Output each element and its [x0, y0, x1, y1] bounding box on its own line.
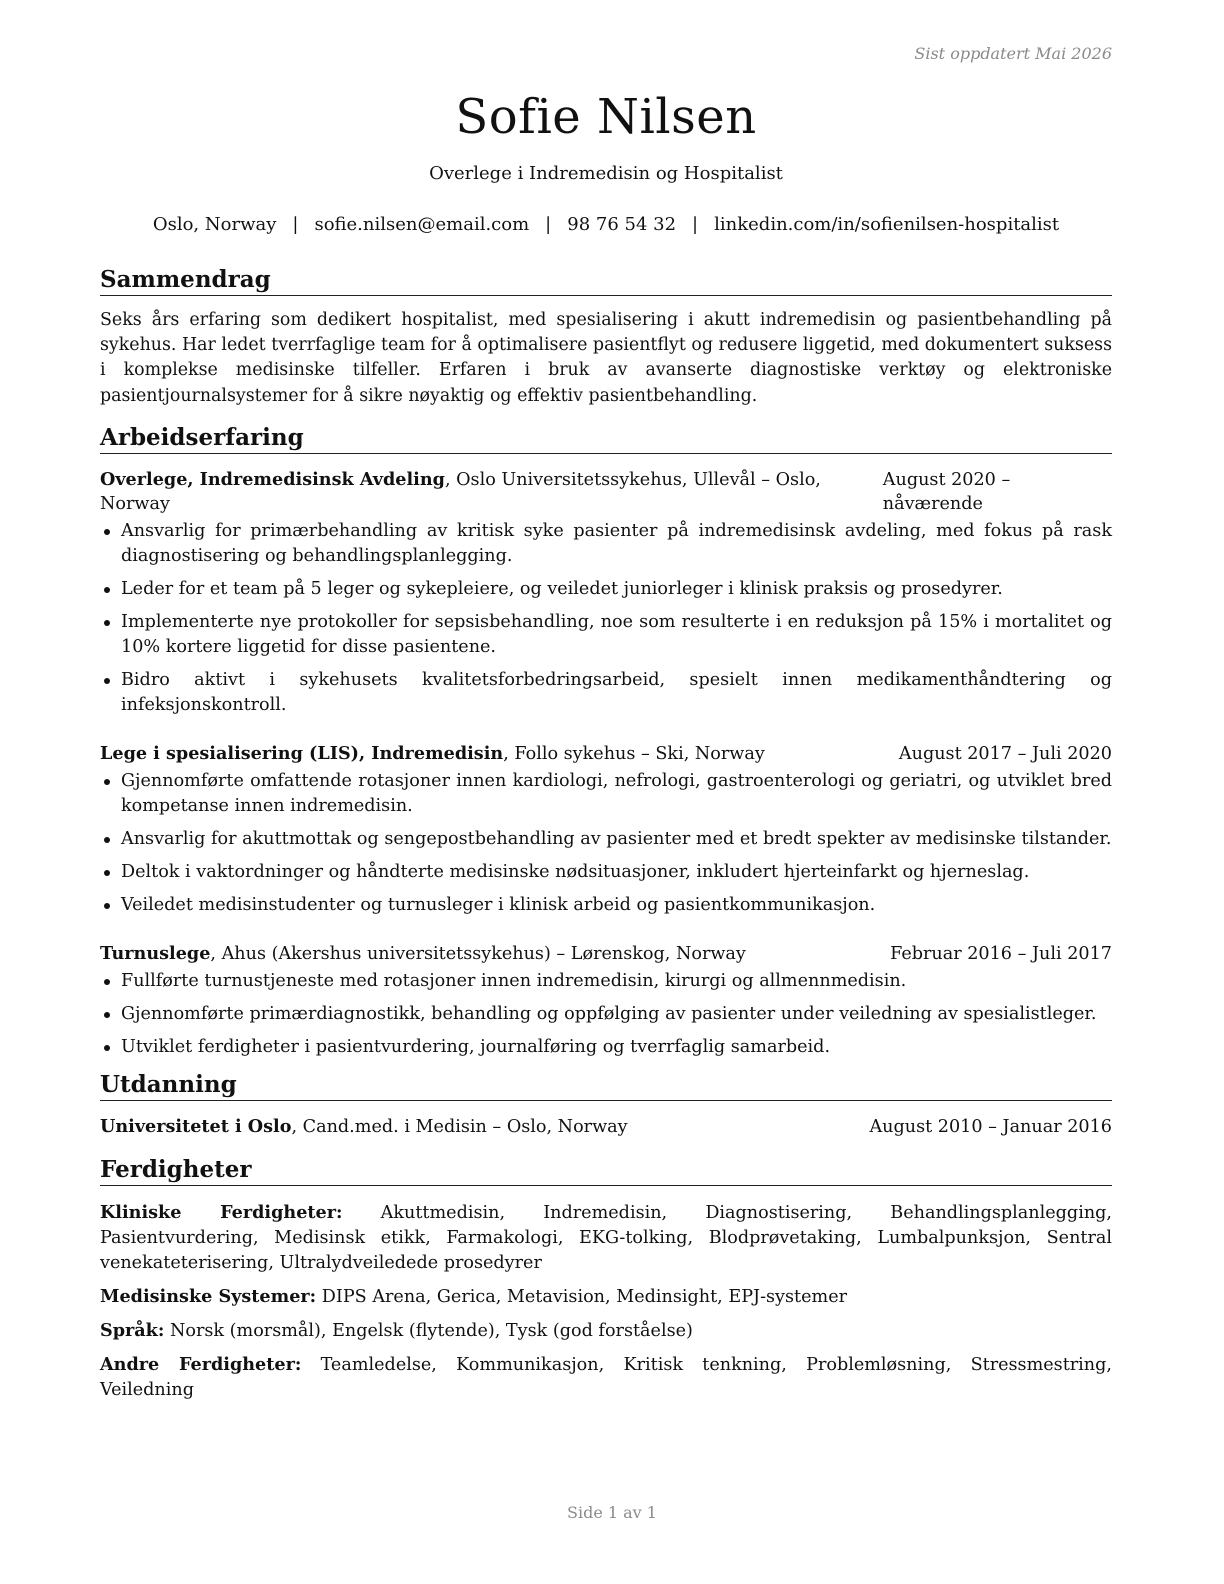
- job-dates: August 2020 – nåværende: [882, 469, 1011, 514]
- job-bullet: Ansvarlig for akuttmottak og sengepostbehandling av pasienter med et bredt spekter av medisinske tilstander.: [100, 827, 1112, 852]
- contact-separator: |: [545, 214, 552, 235]
- contact-email[interactable]: sofie.nilsen@email.com: [314, 214, 530, 235]
- skill-label: Kliniske Ferdigheter:: [100, 1201, 343, 1223]
- candidate-title: Overlege i Indremedisin og Hospitalist: [429, 163, 783, 184]
- skill-value: DIPS Arena, Gerica, Metavision, Medinsight, EPJ-systemer: [316, 1286, 848, 1307]
- summary-text: Seks års erfaring som dedikert hospitalist, med spesialisering i akutt indremedisin og pasientbehandling på sykehus. Har ledet tverrfaglige team for å optimalisere pasientflyt og redusere liggetid, med dokumentert suksess i komplekse medisinske tilfeller. Erfaren i bruk av avanserte diagnostiske verktøy og elektroniske pasientjournalsystemer for å sikre nøyaktig og effektiv pasientbehandling.: [100, 310, 1112, 406]
- contact-separator: |: [692, 214, 699, 235]
- education-entry: [100, 1115, 1112, 1139]
- job-employer: , Ahus (Akershus universitetssykehus) – Lørenskog, Norway: [210, 943, 746, 964]
- contact-line: [100, 213, 1112, 237]
- skill-label: Medisinske Systemer:: [100, 1285, 317, 1307]
- education-institution-line: [100, 1115, 628, 1139]
- job-role: Turnuslege: [100, 942, 211, 964]
- contact-phone: 98 76 54 32: [567, 214, 677, 235]
- page-number: Side 1 av 1: [567, 1503, 657, 1522]
- education-dates: August 2010 – Januar 2016: [869, 1116, 1112, 1137]
- skill-row-languages: [100, 1318, 1112, 1344]
- job-bullets: [100, 519, 1112, 718]
- experience-section: [100, 423, 1112, 1060]
- skill-label: Andre Ferdigheter:: [100, 1353, 302, 1375]
- skill-row-other: [100, 1352, 1112, 1403]
- section-heading-summary: Sammendrag: [100, 265, 1112, 296]
- job-position: [100, 468, 883, 516]
- job-role: Lege i spesialisering (LIS), Indremedisin: [100, 742, 504, 764]
- job-bullets: [100, 969, 1112, 1060]
- job-header: [100, 942, 1112, 966]
- contact-separator: |: [292, 214, 299, 235]
- job-bullet: Implementerte nye protokoller for sepsisbehandling, noe som resulterte i en reduksjon på 15% i mortalitet og 10% kortere liggetid for disse pasientene.: [100, 610, 1112, 660]
- candidate-name: Sofie Nilsen: [455, 89, 757, 145]
- job-role: Overlege, Indremedisinsk Avdeling: [100, 468, 445, 490]
- summary-section: [100, 265, 1112, 409]
- job-entry: [100, 468, 1112, 718]
- job-bullet: Gjennomførte primærdiagnostikk, behandling og oppfølging av pasienter under veiledning av spesialistleger.: [100, 1002, 1112, 1027]
- section-heading-experience: Arbeidserfaring: [100, 423, 1112, 454]
- skill-value: Akuttmedisin, Indremedisin, Diagnostisering, Behandlingsplanlegging, Pasientvurdering, Medisinsk etikk, Farmakologi, EKG-tolking, Blodprøvetaking, Lumbalpunksjon, Sentral venekateterisering, Ultralydveiledede prosedyrer: [100, 1202, 1113, 1273]
- education-school: Universitetet i Oslo: [100, 1115, 292, 1137]
- contact-linkedin[interactable]: linkedin.com/in/sofienilsen-hospitalist: [714, 214, 1060, 235]
- job-dates: August 2017 – Juli 2020: [898, 743, 1112, 764]
- job-bullets: [100, 769, 1112, 918]
- job-bullet: Ansvarlig for primærbehandling av kritisk syke pasienter på indremedisinsk avdeling, med fokus på rask diagnostisering og behandlingsplanlegging.: [100, 519, 1112, 569]
- job-header: [100, 468, 1112, 516]
- job-employer: , Follo sykehus – Ski, Norway: [503, 743, 765, 764]
- job-bullet: Veiledet medisinstudenter og turnusleger i klinisk arbeid og pasientkommunikasjon.: [100, 893, 1112, 918]
- job-position: [100, 942, 746, 966]
- skill-value: Teamledelse, Kommunikasjon, Kritisk tenkning, Problemløsning, Stressmestring, Veiledning: [100, 1354, 1112, 1400]
- skill-value: Norsk (morsmål), Engelsk (flytende), Tysk (god forståelse): [164, 1320, 693, 1341]
- education-degree: , Cand.med. i Medisin – Oslo, Norway: [291, 1116, 628, 1137]
- job-bullet: Bidro aktivt i sykehusets kvalitetsforbedringsarbeid, spesielt innen medikamenthåndtering og infeksjonskontroll.: [100, 668, 1112, 718]
- section-heading-education: Utdanning: [100, 1070, 1112, 1101]
- job-bullet: Leder for et team på 5 leger og sykepleiere, og veiledet juniorleger i klinisk praksis og prosedyrer.: [100, 577, 1112, 602]
- skills-section: [100, 1155, 1112, 1403]
- job-entry: [100, 742, 1112, 918]
- job-position: [100, 742, 765, 766]
- education-section: [100, 1070, 1112, 1139]
- job-header: [100, 742, 1112, 766]
- job-entry: [100, 942, 1112, 1060]
- section-heading-skills: Ferdigheter: [100, 1155, 1112, 1186]
- contact-location: Oslo, Norway: [152, 214, 277, 235]
- job-bullet: Deltok i vaktordninger og håndterte medisinske nødsituasjoner, inkludert hjerteinfarkt og hjerneslag.: [100, 860, 1112, 885]
- skill-row-systems: [100, 1284, 1112, 1310]
- job-dates: Februar 2016 – Juli 2017: [890, 943, 1112, 964]
- job-employer: , Oslo Universitetssykehus, Ullevål – Oslo, Norway: [100, 469, 821, 514]
- job-bullet: Gjennomførte omfattende rotasjoner innen kardiologi, nefrologi, gastroenterologi og geriatri, og utviklet bred kompetanse innen indremedisin.: [100, 769, 1112, 819]
- skill-label: Språk:: [100, 1319, 165, 1341]
- job-bullet: Fullførte turnustjeneste med rotasjoner innen indremedisin, kirurgi og allmennmedisin.: [100, 969, 1112, 994]
- last-updated-note: Sist oppdatert Mai 2026: [914, 44, 1112, 63]
- job-bullet: Utviklet ferdigheter i pasientvurdering, journalføring og tverrfaglig samarbeid.: [100, 1035, 1112, 1060]
- skill-row-clinical: [100, 1200, 1112, 1276]
